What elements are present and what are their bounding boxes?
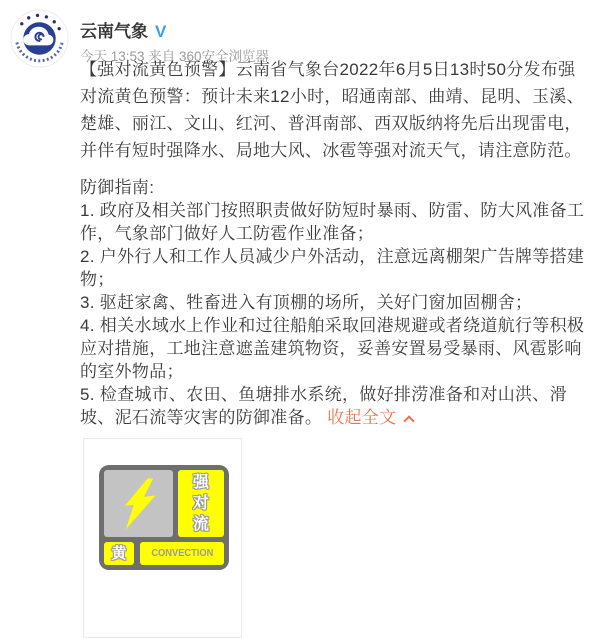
- sign-english-panel: [140, 542, 224, 565]
- avatar[interactable]: [10, 9, 69, 68]
- chevron-up-icon: [404, 415, 415, 426]
- meteorology-logo-icon: [10, 9, 69, 68]
- post-content: [80, 56, 587, 638]
- guide-item-1: 1. 政府及相关部门按照职责做好防短时暴雨、防雷、防大风准备工作，气象部门做好人工防雹作业准备；: [80, 201, 585, 243]
- guide-item-3: 3. 驱赶家禽、牲畜进入有顶棚的场所，关好门窗加固棚舍；: [80, 293, 533, 312]
- lightning-panel: [104, 470, 173, 537]
- post-timestamp: 今天 13:53 来自 360安全浏览器: [80, 49, 270, 64]
- sign-title-panel: [178, 470, 224, 537]
- guide-item-2: 2. 户外行人和工作人员减少户外活动，注意远离棚架广告牌等搭建物；: [80, 247, 585, 289]
- guide-title: 防御指南:: [80, 178, 155, 197]
- sign-char: 强: [192, 473, 210, 491]
- defense-guide: [80, 176, 587, 429]
- guide-item-5-text: 5. 检查城市、农田、鱼塘排水系统，做好排涝准备和对山洪、滑坡、泥石流等灾害的防御准备。: [80, 385, 567, 427]
- collapse-full-text-link[interactable]: [327, 408, 413, 427]
- username-text: 云南气象: [80, 22, 148, 41]
- sign-char: 流: [192, 515, 210, 533]
- sign-english-label: CONVECTION: [150, 548, 213, 559]
- warning-image[interactable]: [83, 438, 242, 638]
- convection-warning-sign: [99, 465, 229, 570]
- verified-badge-icon: V: [155, 22, 167, 41]
- guide-item-4: 4. 相关水域水上作业和过往船舶采取回港规避或者绕道航行等积极应对措施，工地注意遮盖建筑物资，妥善安置易受暴雨、风雹影响的室外物品；: [80, 316, 585, 381]
- lightning-bolt-icon: [119, 476, 159, 532]
- collapse-link-label: 收起全文: [327, 408, 397, 427]
- guide-item-5: [80, 383, 587, 429]
- level-char: 黄: [111, 545, 127, 562]
- sign-char: 对: [192, 494, 210, 512]
- warning-text: 【强对流黄色预警】云南省气象台2022年6月5日13时50分发布强对流黄色预警：预计未来12小时，昭通南部、曲靖、昆明、玉溪、楚雄、丽江、文山、红河、普洱南部、西双版纳将先后出现雷电，并伴有短时强降水、局地大风、冰雹等强对流天气，请注意防范。: [80, 60, 584, 160]
- username[interactable]: [80, 23, 166, 41]
- sign-level-panel: [104, 542, 134, 565]
